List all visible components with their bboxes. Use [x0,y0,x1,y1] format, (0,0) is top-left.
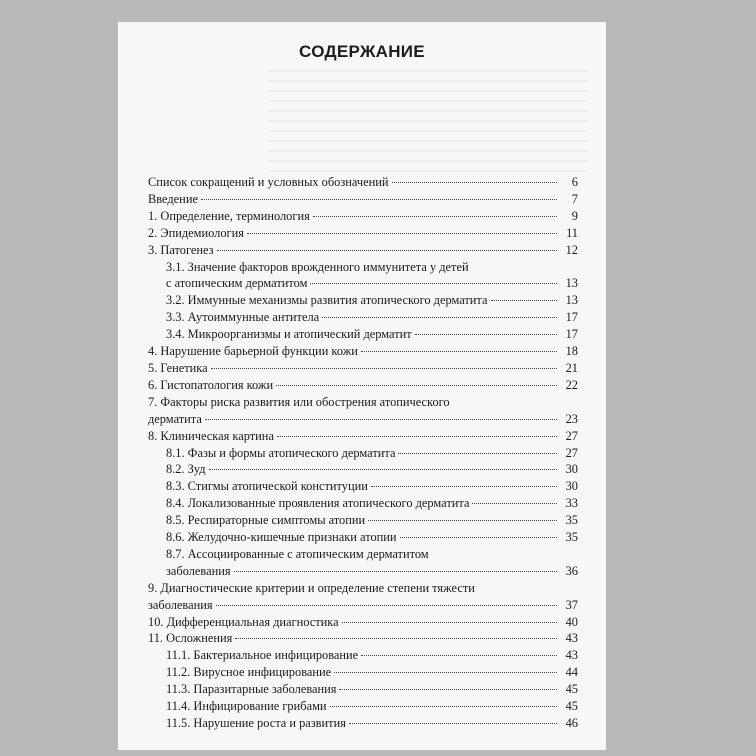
toc-entry [148,394,578,428]
toc-entry [148,512,578,529]
toc-entry-label: 3.3. Аутоиммунные антитела [166,310,320,325]
dot-leader [415,334,557,335]
toc-entry-label-continued: заболевания [148,597,213,612]
dot-leader [472,503,557,504]
toc-entry [148,445,578,462]
toc-entry-label: 4. Нарушение барьерной функции кожи [148,344,358,359]
toc-entry [148,529,578,546]
table-of-contents [148,174,578,732]
toc-entry-label: 1. Определение, терминология [148,208,310,223]
show-through-text [268,62,588,172]
toc-entry [148,461,578,478]
dot-leader [400,537,557,538]
toc-entry [148,428,578,445]
dot-leader [491,300,558,301]
toc-page-number: 13 [565,293,578,308]
toc-entry-label: 8.4. Локализованные проявления атопического дерматита [166,496,470,511]
toc-entry-label: Введение [148,191,198,206]
toc-page-number: 7 [571,191,578,206]
toc-entry-label: 8.2. Зуд [166,462,206,477]
dot-leader [322,317,557,318]
toc-entry [148,681,578,698]
toc-entry [148,326,578,343]
dot-leader [392,182,557,183]
toc-page-number: 43 [565,648,578,663]
toc-entry-label: 11. Осложнения [148,631,233,646]
dot-leader [247,233,557,234]
toc-entry [148,259,578,293]
dot-leader [201,199,557,200]
toc-page-number: 30 [565,462,578,477]
toc-page-number: 21 [565,360,578,375]
toc-entry-label: 6. Гистопатология кожи [148,377,274,392]
toc-entry [148,614,578,631]
toc-page-number: 17 [565,310,578,325]
toc-entry-label: 8. Клиническая картина [148,428,274,443]
toc-page-number: 40 [565,614,578,629]
toc-entry-label: 11.4. Инфицирование грибами [166,699,327,714]
dot-leader [342,622,557,623]
toc-entry [148,630,578,647]
toc-entry-label-continued: дерматита [148,411,202,426]
dot-leader [398,453,557,454]
dot-leader [371,486,557,487]
toc-entry-label-continued: заболевания [166,563,231,578]
toc-entry-label: 11.3. Паразитарные заболевания [166,682,337,697]
toc-page-number: 6 [571,175,578,189]
toc-entry-label: 7. Факторы риска развития или обострения атопического [148,394,450,409]
dot-leader [310,283,557,284]
dot-leader [349,723,557,724]
toc-page-number: 23 [565,411,578,426]
toc-page-number: 27 [565,428,578,443]
toc-entry [148,292,578,309]
toc-entry [148,715,578,732]
toc-entry-label: 11.2. Вирусное инфицирование [166,665,332,680]
toc-entry-label: 3.4. Микроорганизмы и атопический дерматит [166,327,412,342]
toc-entry [148,647,578,664]
toc-entry [148,360,578,377]
toc-entry [148,343,578,360]
toc-entry [148,377,578,394]
dot-leader [339,689,557,690]
toc-entry-label: 10. Дифференциальная диагностика [148,614,339,629]
toc-page-number: 43 [565,631,578,646]
toc-entry-label: 3. Патогенез [148,242,214,257]
page-title: СОДЕРЖАНИЕ [299,42,425,61]
toc-entry [148,580,578,614]
toc-entry [148,478,578,495]
dot-leader [205,419,557,420]
dot-leader [334,672,557,673]
toc-entry-label: 3.2. Иммунные механизмы развития атопического дерматита [166,293,488,308]
toc-entry [148,208,578,225]
toc-entry-label: 11.5. Нарушение роста и развития [166,716,346,730]
toc-page-number: 11 [566,225,578,240]
toc-page-number: 22 [565,377,578,392]
toc-entry-label: 8.3. Стигмы атопической конституции [166,479,368,494]
dot-leader [276,385,557,386]
toc-entry-label: Список сокращений и условных обозначений [148,175,389,189]
toc-entry-label: 8.6. Желудочно-кишечные признаки атопии [166,530,397,545]
dot-leader [368,520,557,521]
toc-entry-label: 8.1. Фазы и формы атопического дерматита [166,445,396,460]
toc-entry-label: 3.1. Значение факторов врожденного иммунитета у детей [166,259,469,274]
dot-leader [361,655,557,656]
toc-page-number: 35 [565,513,578,528]
dot-leader [330,706,557,707]
toc-page-number: 12 [565,242,578,257]
toc-page-number: 36 [565,563,578,578]
toc-page-number: 30 [565,479,578,494]
dot-leader [361,351,557,352]
dot-leader [216,605,557,606]
toc-entry-label: 9. Диагностические критерии и определение степени тяжести [148,580,475,595]
dot-leader [217,250,557,251]
toc-entry [148,242,578,259]
dot-leader [234,571,557,572]
toc-page-number: 17 [565,327,578,342]
toc-entry-label: 11.1. Бактериальное инфицирование [166,648,359,663]
toc-entry [148,698,578,715]
dot-leader [211,368,557,369]
toc-page-number: 18 [565,344,578,359]
toc-page-number: 37 [565,597,578,612]
toc-entry-label: 5. Генетика [148,360,208,375]
toc-entry-label: 8.5. Респираторные симптомы атопии [166,513,366,528]
toc-page-number: 45 [565,699,578,714]
toc-entry [148,546,578,580]
toc-entry-label-continued: с атопическим дерматитом [166,276,308,291]
toc-page-number: 35 [565,530,578,545]
toc-page-number: 44 [565,665,578,680]
dot-leader [313,216,557,217]
toc-page-number: 27 [565,445,578,460]
toc-entry [148,664,578,681]
book-page [118,22,606,750]
toc-entry [148,309,578,326]
toc-page-number: 33 [565,496,578,511]
toc-page-number: 13 [565,276,578,291]
toc-page-number: 9 [571,208,578,223]
toc-entry-label: 8.7. Ассоциированные с атопическим дерматитом [166,546,429,561]
toc-entry [148,225,578,242]
dot-leader [277,436,557,437]
toc-entry [148,174,578,191]
toc-entry [148,191,578,208]
dot-leader [209,469,557,470]
dot-leader [235,638,557,639]
toc-entry [148,495,578,512]
toc-page-number: 45 [565,682,578,697]
toc-entry-label: 2. Эпидемиология [148,225,244,240]
toc-page-number: 46 [565,716,578,730]
